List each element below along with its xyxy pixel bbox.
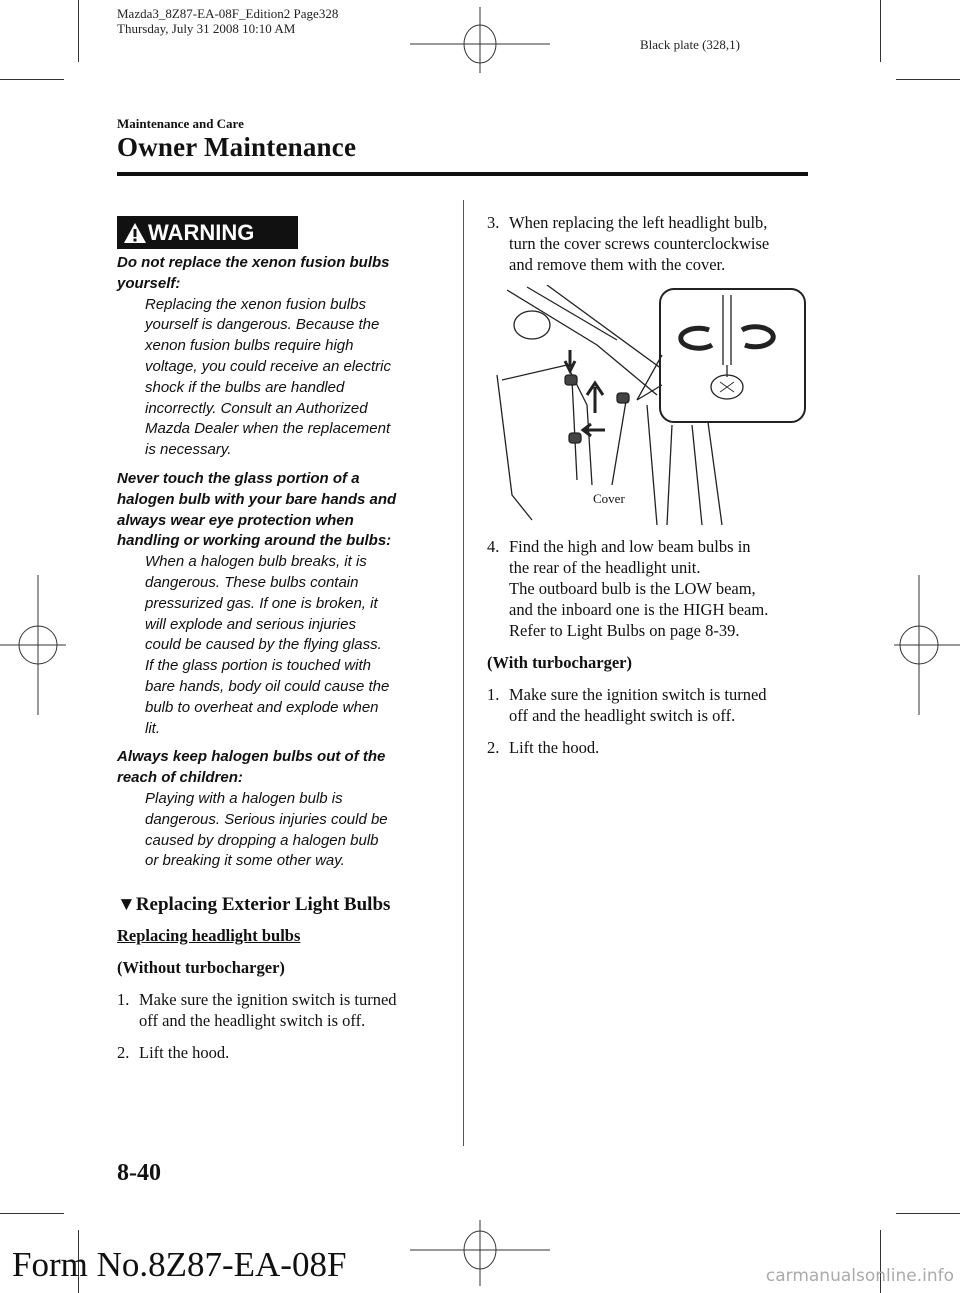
crop-mark xyxy=(880,0,881,62)
cover-illustration xyxy=(487,285,808,525)
step-text: Find the high and low beam bulbs in the rear of the headlight unit. The outboard bulb is the LOW beam, and the inboard one is the HIGH beam. Refer to Light Bulbs on page 8-39. xyxy=(509,537,769,640)
warning-text: When a halogen bulb breaks, it is dangerous. These bulbs contain pressurized gas. If one is broken, it will explode and serious injuries could be caused by the flying glass. If the glass portion is touched with bare hands, body oil could cause the bulb to overheat and explode when lit. xyxy=(145,553,390,737)
crop-mark xyxy=(0,1213,64,1214)
warning-label: WARNING xyxy=(148,219,255,245)
subheading: Replacing headlight bulbs xyxy=(117,926,301,946)
step xyxy=(487,536,808,641)
cover-label: Cover xyxy=(593,491,625,506)
warning-item xyxy=(117,253,457,461)
plate-label: Black plate (328,1) xyxy=(640,37,740,52)
warning-content xyxy=(117,253,457,872)
step-text: When replacing the left headlight bulb, turn the cover screws counterclockwise and remove them with the cover. xyxy=(509,213,770,274)
step xyxy=(487,737,808,758)
step-number: 3. xyxy=(487,213,500,232)
print-file-line: Mazda3_8Z87-EA-08F_Edition2 Page328 xyxy=(117,6,339,21)
form-number: Form No.8Z87-EA-08F xyxy=(12,1245,347,1284)
warning-heading: Do not replace the xenon fusion bulbs yourself: xyxy=(117,254,390,292)
step-text: Lift the hood. xyxy=(509,738,600,757)
step-number: 1. xyxy=(117,990,130,1010)
left-column xyxy=(117,216,457,1063)
step xyxy=(117,989,457,1031)
registration-mark-bottom xyxy=(410,1218,550,1288)
column-divider xyxy=(463,200,464,1146)
step-text: Make sure the ignition switch is turned off and the headlight switch is off. xyxy=(139,990,397,1031)
headlight-cover-drawing xyxy=(487,285,808,525)
crop-mark xyxy=(0,79,64,80)
right-column xyxy=(487,212,808,758)
group-label: (With turbocharger) xyxy=(487,653,632,672)
step xyxy=(487,212,808,275)
group-label: (Without turbocharger) xyxy=(117,958,285,978)
warning-text: Replacing the xenon fusion bulbs yourself is dangerous. Because the xenon fusion bulbs require high voltage, you could receive an electric shock if the bulbs are handled incorrectly. Consult an Authorized Mazda Dealer when the replacement is necessary. xyxy=(145,295,391,459)
step-text: Lift the hood. xyxy=(139,1043,230,1063)
crop-mark xyxy=(78,0,79,62)
warning-item xyxy=(117,747,457,872)
warning-item xyxy=(117,469,457,739)
warning-heading: Always keep halogen bulbs out of the reach of children: xyxy=(117,748,386,787)
step-number: 4. xyxy=(487,537,500,556)
section-heading xyxy=(117,894,457,916)
print-date-line: Thursday, July 31 2008 10:10 AM xyxy=(117,21,296,36)
registration-mark-top xyxy=(410,5,550,75)
step xyxy=(117,1042,457,1063)
crop-mark xyxy=(896,79,960,80)
watermark-site: carmanualsonline.info xyxy=(765,1266,954,1286)
triangle-bullet-icon: ▼ xyxy=(117,894,136,916)
step-number: 2. xyxy=(117,1043,130,1063)
crop-mark xyxy=(896,1213,960,1214)
step-number: 2. xyxy=(487,738,500,757)
registration-mark-right xyxy=(894,575,960,715)
page-title: Owner Maintenance xyxy=(117,132,357,162)
warning-text: Playing with a halogen bulb is dangerous. Serious injuries could be caused by dropping a halogen bulb or breaking it some other way. xyxy=(145,789,388,870)
step xyxy=(487,684,808,726)
section-heading-text: Replacing Exterior Light Bulbs xyxy=(135,894,391,916)
registration-mark-left xyxy=(0,575,66,715)
warning-icon xyxy=(122,222,148,244)
step-number: 1. xyxy=(487,685,500,704)
step-text: Make sure the ignition switch is turned off and the headlight switch is off. xyxy=(509,685,767,725)
warning-heading: Never touch the glass portion of a halogen bulb with your bare hands and always wear eye protection when handling or working around the bulbs: xyxy=(117,469,397,550)
page-number: 8-40 xyxy=(117,1160,161,1186)
warning-badge xyxy=(117,216,298,249)
section-label: Maintenance and Care xyxy=(117,116,244,131)
title-rule xyxy=(117,172,808,176)
